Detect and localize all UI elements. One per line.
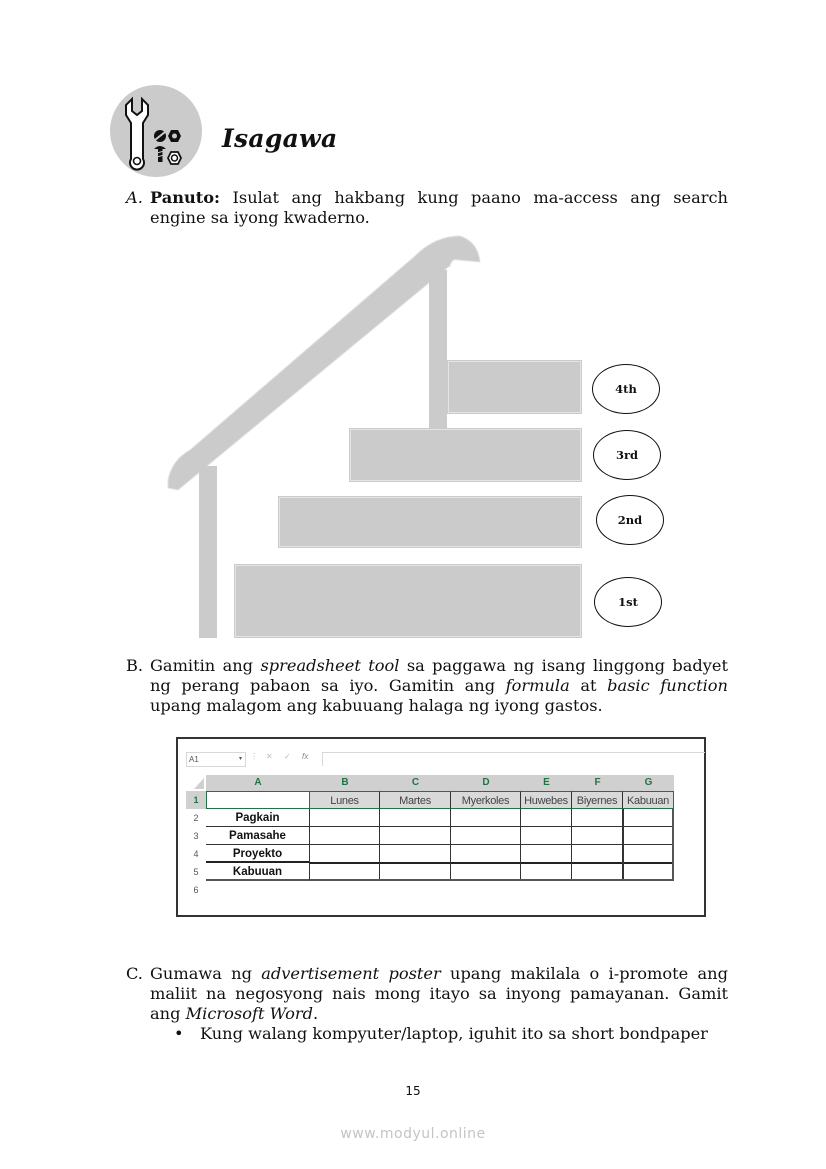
row-header-5[interactable]: 5 (193, 867, 199, 877)
item-label: C. (126, 964, 143, 983)
cell-a4[interactable]: Proyekto (206, 845, 310, 863)
bullet-icon: • (174, 1024, 184, 1043)
cancel-icon[interactable]: ✕ (266, 752, 273, 761)
step-2-label: 2nd (596, 495, 664, 545)
instruction-text (150, 964, 728, 1024)
cell-f1[interactable]: Biyernes (572, 791, 623, 809)
item-label: A. (126, 188, 143, 207)
step-1-box (234, 564, 582, 638)
instruction-body: Isulat ang hakbang kung paano ma-access ang search engine sa iyong kwaderno. (150, 188, 728, 227)
text-run-italic: Microsoft Word (185, 1004, 313, 1023)
bullet-list-item (174, 1024, 708, 1043)
spreadsheet-screenshot (176, 737, 706, 917)
instruction-lead: Panuto: (150, 188, 221, 207)
step-4-label: 4th (592, 364, 660, 414)
column-header-g[interactable]: G (623, 775, 674, 791)
column-header-a[interactable]: A (206, 775, 310, 791)
name-box[interactable] (186, 752, 246, 767)
text-run: sa paggawa ng isang linggong badyet ng perang pabaon sa iyo. Gamitin ang (150, 656, 728, 695)
watermark: www.modyul.online (340, 1126, 486, 1142)
instruction-text (150, 188, 728, 228)
fx-icon[interactable]: fx (302, 752, 309, 761)
check-icon[interactable]: ✓ (284, 752, 291, 761)
column-header-c[interactable]: C (380, 775, 451, 791)
instruction-b (126, 656, 728, 716)
name-box-value: A1 (189, 755, 199, 764)
text-run: Gamitin ang (150, 656, 261, 675)
text-run-italic: advertisement poster (261, 964, 441, 983)
column-header-e[interactable]: E (521, 775, 572, 791)
column-header-d[interactable]: D (451, 775, 521, 791)
cell-c1[interactable]: Martes (380, 791, 451, 809)
cell-a2[interactable]: Pagkain (206, 809, 310, 827)
staircase-diagram (160, 228, 680, 638)
formula-input[interactable] (322, 752, 705, 766)
text-run: Gumawa ng (150, 964, 262, 983)
row-header-2[interactable]: 2 (193, 813, 199, 823)
cell-e1[interactable]: Huwebes (521, 791, 572, 809)
row-header-6[interactable]: 6 (193, 885, 199, 895)
text-run-italic: basic function (607, 676, 728, 695)
text-run: at (569, 676, 608, 695)
row-header-1[interactable]: 1 (186, 791, 206, 809)
item-label: B. (126, 656, 144, 675)
chevron-down-icon: ▾ (238, 756, 242, 762)
cell-d1[interactable]: Myerkoles (451, 791, 521, 809)
column-header-b[interactable]: B (310, 775, 380, 791)
budget-value-cells[interactable] (310, 809, 674, 881)
activity-icon (110, 85, 202, 177)
instruction-c (126, 964, 728, 1024)
grip-icon: ⋮ (250, 752, 258, 761)
row-header-3[interactable]: 3 (193, 831, 199, 841)
cell-b1[interactable]: Lunes (310, 791, 380, 809)
text-run-italic: spreadsheet tool (260, 656, 400, 675)
text-run: . (312, 1004, 319, 1023)
instruction-text (150, 656, 728, 716)
step-4-box (447, 360, 582, 414)
cell-a1[interactable] (206, 791, 310, 809)
formula-bar (186, 750, 696, 766)
instruction-a (126, 188, 728, 228)
step-1-label: 1st (594, 577, 662, 627)
text-run: upang malagom ang kabuuang halaga ng iyong gastos. (150, 696, 603, 715)
select-all-corner[interactable] (186, 775, 206, 791)
step-3-box (349, 428, 582, 482)
page-number: 15 (405, 1084, 421, 1098)
wrench-and-bolts-icon (110, 85, 202, 177)
cell-g1[interactable]: Kabuuan (623, 791, 674, 809)
cell-a5[interactable]: Kabuuan (206, 863, 310, 881)
column-header-f[interactable]: F (572, 775, 623, 791)
step-2-box (278, 496, 582, 548)
bullet-text: Kung walang kompyuter/laptop, iguhit ito sa short bondpaper (200, 1024, 708, 1043)
row-header-4[interactable]: 4 (193, 849, 199, 859)
section-title: Isagawa (222, 124, 338, 153)
text-run-italic: formula (505, 676, 570, 695)
cell-a3[interactable]: Pamasahe (206, 827, 310, 845)
text-run: upang makilala o i-promote ang maliit na negosyong nais mong itayo sa inyong pamayanan. Gamit ang (150, 964, 728, 1023)
step-3-label: 3rd (593, 430, 661, 480)
